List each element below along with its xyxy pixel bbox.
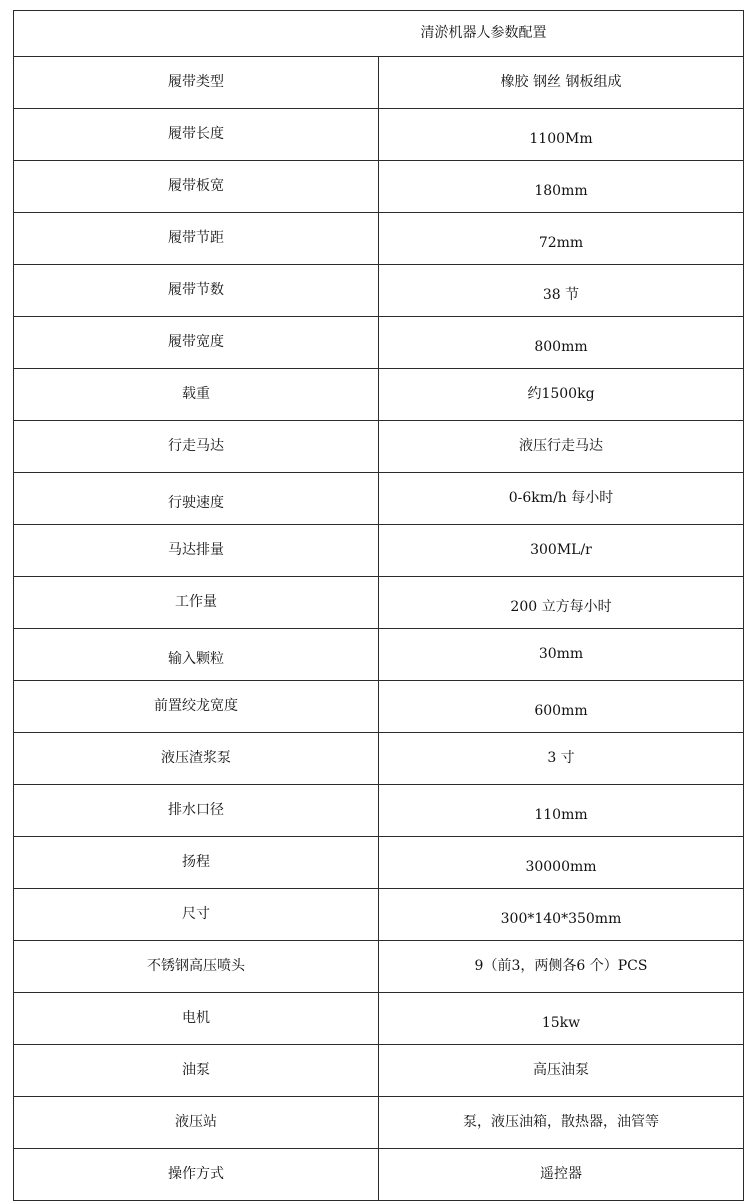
row-value-text: 15kw — [541, 1015, 581, 1032]
row-value: 300ML/r — [379, 525, 744, 577]
row-label: 工作量 — [14, 577, 379, 629]
row-label: 行走马达 — [14, 421, 379, 473]
table-row — [14, 681, 744, 733]
row-label: 前置绞龙宽度 — [14, 681, 379, 733]
table-row — [14, 265, 744, 317]
row-label: 不锈钢高压喷头 — [14, 941, 379, 993]
row-label: 履带宽度 — [14, 317, 379, 369]
row-label: 液压渣浆泵 — [14, 733, 379, 785]
table-row — [14, 421, 744, 473]
row-label: 履带节数 — [14, 265, 379, 317]
row-value: 0-6km/h 每小时 — [379, 473, 744, 525]
row-value: 9（前3，两侧各6 个）PCS — [379, 941, 744, 993]
table-title-cell — [14, 11, 744, 57]
row-label: 载重 — [14, 369, 379, 421]
row-value: 3 寸 — [379, 733, 744, 785]
row-value — [379, 577, 744, 629]
row-value — [379, 109, 744, 161]
row-label: 履带节距 — [14, 213, 379, 265]
table-title-row — [14, 11, 744, 57]
table-row — [14, 161, 744, 213]
table-row — [14, 109, 744, 161]
table-row — [14, 317, 744, 369]
row-value — [379, 889, 744, 941]
row-label: 马达排量 — [14, 525, 379, 577]
row-value: 约1500kg — [379, 369, 744, 421]
row-value-text: 30000mm — [525, 859, 597, 876]
table-row — [14, 733, 744, 785]
row-label: 油泵 — [14, 1045, 379, 1097]
table-row — [14, 993, 744, 1045]
row-label: 履带板宽 — [14, 161, 379, 213]
table-row — [14, 57, 744, 109]
row-value: 橡胶 钢丝 钢板组成 — [379, 57, 744, 109]
row-label: 履带长度 — [14, 109, 379, 161]
row-value-text: 72mm — [538, 235, 584, 252]
row-value — [379, 317, 744, 369]
table-row — [14, 837, 744, 889]
row-value-text: 200 立方每小时 — [510, 599, 612, 616]
table-row — [14, 525, 744, 577]
row-value — [379, 265, 744, 317]
row-label: 尺寸 — [14, 889, 379, 941]
row-value — [379, 213, 744, 265]
table-row — [14, 1045, 744, 1097]
row-value: 遥控器 — [379, 1149, 744, 1201]
row-label — [14, 629, 379, 681]
row-label — [14, 473, 379, 525]
table-row — [14, 889, 744, 941]
row-label-text: 行驶速度 — [168, 495, 224, 512]
table-row — [14, 1149, 744, 1201]
row-label: 履带类型 — [14, 57, 379, 109]
row-label: 扬程 — [14, 837, 379, 889]
row-value: 30mm — [379, 629, 744, 681]
row-value — [379, 785, 744, 837]
table-row — [14, 213, 744, 265]
row-value-text: 1100Mm — [529, 131, 593, 148]
table-row — [14, 577, 744, 629]
table-row — [14, 629, 744, 681]
row-value: 泵，液压油箱，散热器，油管等 — [379, 1097, 744, 1149]
row-label: 液压站 — [14, 1097, 379, 1149]
row-value-text: 180mm — [534, 183, 588, 200]
row-value-text: 110mm — [534, 807, 588, 824]
row-value-text: 300*140*350mm — [500, 911, 622, 928]
table-row — [14, 473, 744, 525]
row-value — [379, 161, 744, 213]
row-value: 高压油泵 — [379, 1045, 744, 1097]
row-value-text: 600mm — [534, 703, 588, 720]
spec-table — [13, 10, 744, 1201]
row-value: 液压行走马达 — [379, 421, 744, 473]
row-label: 排水口径 — [14, 785, 379, 837]
row-value — [379, 681, 744, 733]
table-row — [14, 1097, 744, 1149]
table-row — [14, 785, 744, 837]
row-label: 电机 — [14, 993, 379, 1045]
table-title: 清淤机器人参数配置 — [420, 25, 547, 42]
row-label: 操作方式 — [14, 1149, 379, 1201]
table-row — [14, 941, 744, 993]
table-row — [14, 369, 744, 421]
row-value — [379, 837, 744, 889]
row-value-text: 38 节 — [542, 287, 580, 304]
row-label-text: 输入颗粒 — [168, 651, 224, 668]
row-value — [379, 993, 744, 1045]
row-value-text: 800mm — [534, 339, 588, 356]
